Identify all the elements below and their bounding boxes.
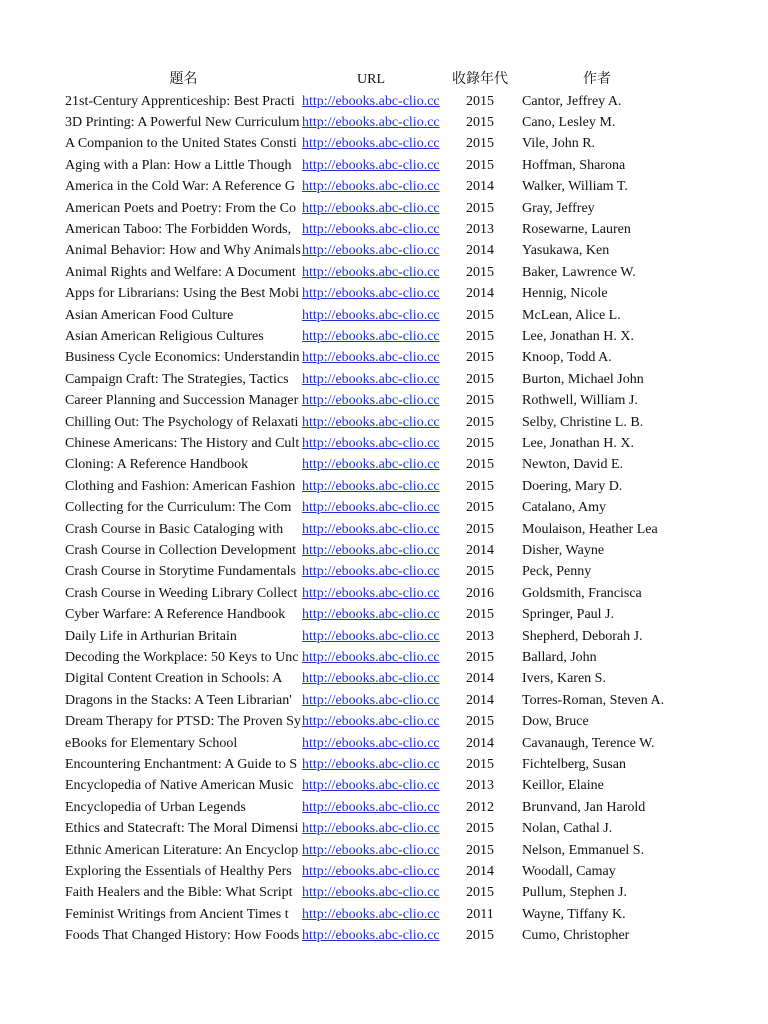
url-cell bbox=[302, 604, 440, 625]
book-title-cell: Daily Life in Arthurian Britain bbox=[65, 628, 237, 644]
url-cell bbox=[302, 433, 440, 454]
book-title-cell: eBooks for Elementary School bbox=[65, 735, 238, 751]
table-row bbox=[0, 240, 768, 261]
table-row bbox=[0, 904, 768, 925]
book-title-cell: Encyclopedia of Native American Music bbox=[65, 778, 294, 794]
header-title: 題名 bbox=[169, 72, 198, 87]
book-title-cell: Asian American Food Culture bbox=[65, 307, 234, 323]
year-cell: 2015 bbox=[466, 885, 494, 901]
author-cell: Peck, Penny bbox=[522, 564, 592, 580]
author-cell: Lee, Jonathan H. X. bbox=[522, 435, 634, 451]
ebook-link[interactable]: http://ebooks.abc-clio.cc bbox=[302, 778, 440, 794]
ebook-link[interactable]: http://ebooks.abc-clio.cc bbox=[302, 671, 440, 687]
url-cell bbox=[302, 219, 440, 240]
book-title-cell: 3D Printing: A Powerful New Curriculum bbox=[65, 114, 300, 130]
year-cell: 2014 bbox=[466, 863, 494, 879]
table-row bbox=[0, 647, 768, 668]
url-cell bbox=[302, 754, 440, 775]
url-cell bbox=[302, 519, 440, 540]
url-cell bbox=[302, 882, 440, 903]
table-row bbox=[0, 775, 768, 796]
url-cell bbox=[302, 540, 440, 561]
url-cell bbox=[302, 283, 440, 304]
ebook-link[interactable]: http://ebooks.abc-clio.cc bbox=[302, 607, 440, 623]
table-row bbox=[0, 262, 768, 283]
table-row bbox=[0, 326, 768, 347]
year-cell: 2015 bbox=[466, 136, 494, 152]
ebook-link[interactable]: http://ebooks.abc-clio.cc bbox=[302, 842, 440, 858]
url-cell bbox=[302, 305, 440, 326]
table-row bbox=[0, 626, 768, 647]
url-cell bbox=[302, 668, 440, 689]
author-cell: Nelson, Emmanuel S. bbox=[522, 842, 645, 858]
year-cell: 2014 bbox=[466, 692, 494, 708]
ebook-link[interactable]: http://ebooks.abc-clio.cc bbox=[302, 93, 440, 109]
ebook-link[interactable]: http://ebooks.abc-clio.cc bbox=[302, 114, 440, 130]
ebook-link[interactable]: http://ebooks.abc-clio.cc bbox=[302, 821, 440, 837]
year-cell: 2015 bbox=[466, 457, 494, 473]
table-row bbox=[0, 690, 768, 711]
author-cell: Yasukawa, Ken bbox=[522, 243, 610, 259]
author-cell: Cano, Lesley M. bbox=[522, 114, 616, 130]
url-cell bbox=[302, 775, 440, 796]
author-cell: Dow, Bruce bbox=[522, 714, 589, 730]
author-cell: Shepherd, Deborah J. bbox=[522, 628, 643, 644]
ebook-link[interactable]: http://ebooks.abc-clio.cc bbox=[302, 243, 440, 259]
author-cell: Ivers, Karen S. bbox=[522, 671, 606, 687]
ebook-link[interactable]: http://ebooks.abc-clio.cc bbox=[302, 521, 440, 537]
author-cell: Springer, Paul J. bbox=[522, 607, 614, 623]
ebook-link[interactable]: http://ebooks.abc-clio.cc bbox=[302, 863, 440, 879]
url-cell bbox=[302, 904, 440, 925]
book-title-cell: Chinese Americans: The History and Cult bbox=[65, 435, 300, 451]
table-row bbox=[0, 369, 768, 390]
book-title-cell: Dragons in the Stacks: A Teen Librarian' bbox=[65, 692, 292, 708]
table-row bbox=[0, 390, 768, 411]
table-row bbox=[0, 861, 768, 882]
year-cell: 2015 bbox=[466, 756, 494, 772]
ebook-link[interactable]: http://ebooks.abc-clio.cc bbox=[302, 906, 440, 922]
ebook-link[interactable]: http://ebooks.abc-clio.cc bbox=[302, 649, 440, 665]
book-title-cell: Feminist Writings from Ancient Times t bbox=[65, 906, 289, 922]
year-cell: 2013 bbox=[466, 221, 494, 237]
book-title-cell: Crash Course in Basic Cataloging with bbox=[65, 521, 284, 537]
book-title-cell: Apps for Librarians: Using the Best Mobi bbox=[65, 286, 300, 302]
author-cell: Newton, David E. bbox=[522, 457, 624, 473]
header-url: URL bbox=[357, 72, 385, 87]
author-cell: Cavanaugh, Terence W. bbox=[522, 735, 655, 751]
url-cell bbox=[302, 326, 440, 347]
book-title-cell: Encyclopedia of Urban Legends bbox=[65, 799, 246, 815]
author-cell: Catalano, Amy bbox=[522, 500, 606, 516]
author-cell: Gray, Jeffrey bbox=[522, 200, 595, 216]
book-title-cell: Campaign Craft: The Strategies, Tactics bbox=[65, 371, 289, 387]
table-row bbox=[0, 112, 768, 133]
author-cell: Fichtelberg, Susan bbox=[522, 756, 626, 772]
table-row bbox=[0, 476, 768, 497]
url-cell bbox=[302, 733, 440, 754]
ebook-link[interactable]: http://ebooks.abc-clio.cc bbox=[302, 414, 440, 430]
book-title-cell: Crash Course in Storytime Fundamentals bbox=[65, 564, 296, 580]
book-title-cell: Animal Behavior: How and Why Animals bbox=[65, 243, 301, 259]
table-row bbox=[0, 519, 768, 540]
url-cell bbox=[302, 155, 440, 176]
table-row bbox=[0, 583, 768, 604]
year-cell: 2015 bbox=[466, 649, 494, 665]
author-cell: Disher, Wayne bbox=[522, 542, 605, 558]
author-cell: Nolan, Cathal J. bbox=[522, 821, 613, 837]
url-cell bbox=[302, 198, 440, 219]
author-cell: Hoffman, Sharona bbox=[522, 157, 626, 173]
ebook-link[interactable]: http://ebooks.abc-clio.cc bbox=[302, 393, 440, 409]
table-row bbox=[0, 604, 768, 625]
year-cell: 2015 bbox=[466, 928, 494, 944]
ebook-link[interactable]: http://ebooks.abc-clio.cc bbox=[302, 350, 440, 366]
author-cell: Cumo, Christopher bbox=[522, 928, 630, 944]
url-cell bbox=[302, 112, 440, 133]
url-cell bbox=[302, 412, 440, 433]
url-cell bbox=[302, 369, 440, 390]
url-cell bbox=[302, 262, 440, 283]
table-row bbox=[0, 412, 768, 433]
ebook-link[interactable]: http://ebooks.abc-clio.cc bbox=[302, 179, 440, 195]
year-cell: 2015 bbox=[466, 200, 494, 216]
year-cell: 2015 bbox=[466, 500, 494, 516]
ebook-link[interactable]: http://ebooks.abc-clio.cc bbox=[302, 136, 440, 152]
table-row bbox=[0, 754, 768, 775]
year-cell: 2015 bbox=[466, 264, 494, 280]
table-row bbox=[0, 497, 768, 518]
book-title-cell: Crash Course in Weeding Library Collect bbox=[65, 585, 298, 601]
ebook-link[interactable]: http://ebooks.abc-clio.cc bbox=[302, 478, 440, 494]
url-cell bbox=[302, 840, 440, 861]
table-row bbox=[0, 198, 768, 219]
url-cell bbox=[302, 91, 440, 112]
url-cell bbox=[302, 925, 440, 946]
table-row bbox=[0, 155, 768, 176]
author-cell: Burton, Michael John bbox=[522, 371, 644, 387]
table-row bbox=[0, 733, 768, 754]
ebook-link[interactable]: http://ebooks.abc-clio.cc bbox=[302, 928, 440, 944]
year-cell: 2015 bbox=[466, 414, 494, 430]
year-cell: 2015 bbox=[466, 114, 494, 130]
table-row bbox=[0, 840, 768, 861]
author-cell: Torres-Roman, Steven A. bbox=[522, 692, 665, 708]
ebook-link[interactable]: http://ebooks.abc-clio.cc bbox=[302, 692, 440, 708]
year-cell: 2014 bbox=[466, 671, 494, 687]
url-cell bbox=[302, 818, 440, 839]
book-title-cell: Chilling Out: The Psychology of Relaxati bbox=[65, 414, 299, 430]
table-row bbox=[0, 668, 768, 689]
url-cell bbox=[302, 583, 440, 604]
book-title-cell: Dream Therapy for PTSD: The Proven Sy bbox=[65, 714, 301, 730]
year-cell: 2011 bbox=[466, 906, 494, 922]
book-title-cell: Aging with a Plan: How a Little Though bbox=[65, 157, 292, 173]
book-title-cell: 21st-Century Apprenticeship: Best Practi bbox=[65, 93, 295, 109]
year-cell: 2015 bbox=[466, 521, 494, 537]
year-cell: 2014 bbox=[466, 735, 494, 751]
table-row bbox=[0, 283, 768, 304]
ebook-link[interactable]: http://ebooks.abc-clio.cc bbox=[302, 735, 440, 751]
year-cell: 2014 bbox=[466, 542, 494, 558]
table-row bbox=[0, 219, 768, 240]
table-row bbox=[0, 818, 768, 839]
book-title-cell: American Taboo: The Forbidden Words, bbox=[65, 221, 292, 237]
author-cell: Goldsmith, Francisca bbox=[522, 585, 642, 601]
year-cell: 2015 bbox=[466, 371, 494, 387]
header-row bbox=[0, 69, 768, 90]
url-cell bbox=[302, 647, 440, 668]
url-cell bbox=[302, 390, 440, 411]
year-cell: 2015 bbox=[466, 821, 494, 837]
book-title-cell: Cyber Warfare: A Reference Handbook bbox=[65, 607, 286, 623]
author-cell: Selby, Christine L. B. bbox=[522, 414, 644, 430]
ebook-link[interactable]: http://ebooks.abc-clio.cc bbox=[302, 564, 440, 580]
ebook-link[interactable]: http://ebooks.abc-clio.cc bbox=[302, 157, 440, 173]
book-title-cell: A Companion to the United States Consti bbox=[65, 136, 297, 152]
author-cell: Vile, John R. bbox=[522, 136, 596, 152]
table-row bbox=[0, 561, 768, 582]
year-cell: 2015 bbox=[466, 157, 494, 173]
year-cell: 2015 bbox=[466, 607, 494, 623]
url-cell bbox=[302, 797, 440, 818]
book-title-cell: Ethics and Statecraft: The Moral Dimensi bbox=[65, 821, 299, 837]
author-cell: Walker, William T. bbox=[522, 179, 628, 195]
ebook-link[interactable]: http://ebooks.abc-clio.cc bbox=[302, 500, 440, 516]
year-cell: 2015 bbox=[466, 714, 494, 730]
table-row bbox=[0, 347, 768, 368]
author-cell: Wayne, Tiffany K. bbox=[522, 906, 626, 922]
ebook-link[interactable]: http://ebooks.abc-clio.cc bbox=[302, 585, 440, 601]
table-row bbox=[0, 925, 768, 946]
author-cell: Lee, Jonathan H. X. bbox=[522, 328, 634, 344]
url-cell bbox=[302, 626, 440, 647]
header-author: 作者 bbox=[583, 72, 611, 87]
book-title-cell: Exploring the Essentials of Healthy Pers bbox=[65, 863, 292, 879]
book-title-cell: Decoding the Workplace: 50 Keys to Unc bbox=[65, 649, 299, 665]
url-cell bbox=[302, 240, 440, 261]
year-cell: 2015 bbox=[466, 842, 494, 858]
table-row bbox=[0, 305, 768, 326]
table-row bbox=[0, 133, 768, 154]
year-cell: 2013 bbox=[466, 778, 494, 794]
year-cell: 2014 bbox=[466, 179, 494, 195]
book-title-cell: Ethnic American Literature: An Encyclop bbox=[65, 842, 299, 858]
book-title-cell: Crash Course in Collection Development bbox=[65, 542, 296, 558]
book-title-cell: Animal Rights and Welfare: A Document bbox=[65, 264, 296, 280]
year-cell: 2015 bbox=[466, 350, 494, 366]
ebook-link[interactable]: http://ebooks.abc-clio.cc bbox=[302, 756, 440, 772]
author-cell: Pullum, Stephen J. bbox=[522, 885, 628, 901]
book-title-cell: Cloning: A Reference Handbook bbox=[65, 457, 249, 473]
url-cell bbox=[302, 497, 440, 518]
year-cell: 2015 bbox=[466, 435, 494, 451]
year-cell: 2016 bbox=[466, 585, 494, 601]
year-cell: 2015 bbox=[466, 307, 494, 323]
year-cell: 2012 bbox=[466, 799, 494, 815]
year-cell: 2014 bbox=[466, 243, 494, 259]
url-cell bbox=[302, 176, 440, 197]
book-title-cell: Clothing and Fashion: American Fashion bbox=[65, 478, 296, 494]
url-cell bbox=[302, 347, 440, 368]
book-title-cell: Collecting for the Curriculum: The Com bbox=[65, 500, 292, 516]
ebook-link[interactable]: http://ebooks.abc-clio.cc bbox=[302, 457, 440, 473]
author-cell: McLean, Alice L. bbox=[522, 307, 621, 323]
header-year: 收錄年代 bbox=[452, 72, 508, 87]
author-cell: Woodall, Camay bbox=[522, 863, 616, 879]
ebook-link[interactable]: http://ebooks.abc-clio.cc bbox=[302, 435, 440, 451]
ebook-link[interactable]: http://ebooks.abc-clio.cc bbox=[302, 799, 440, 815]
ebook-link[interactable]: http://ebooks.abc-clio.cc bbox=[302, 264, 440, 280]
book-title-cell: Faith Healers and the Bible: What Script bbox=[65, 885, 293, 901]
url-cell bbox=[302, 711, 440, 732]
year-cell: 2015 bbox=[466, 328, 494, 344]
book-title-cell: American Poets and Poetry: From the Co bbox=[65, 200, 296, 216]
book-title-cell: Encountering Enchantment: A Guide to S bbox=[65, 756, 298, 772]
ebook-link[interactable]: http://ebooks.abc-clio.cc bbox=[302, 628, 440, 644]
author-cell: Hennig, Nicole bbox=[522, 286, 608, 302]
ebook-link[interactable]: http://ebooks.abc-clio.cc bbox=[302, 371, 440, 387]
table-row bbox=[0, 711, 768, 732]
year-cell: 2013 bbox=[466, 628, 494, 644]
table-row bbox=[0, 433, 768, 454]
author-cell: Rothwell, William J. bbox=[522, 393, 638, 409]
table-row bbox=[0, 540, 768, 561]
author-cell: Keillor, Elaine bbox=[522, 778, 604, 794]
book-title-cell: America in the Cold War: A Reference G bbox=[65, 179, 295, 195]
year-cell: 2015 bbox=[466, 393, 494, 409]
book-title-cell: Digital Content Creation in Schools: A bbox=[65, 671, 283, 687]
book-title-cell: Career Planning and Succession Manager bbox=[65, 393, 299, 409]
url-cell bbox=[302, 561, 440, 582]
book-title-cell: Foods That Changed History: How Foods bbox=[65, 928, 300, 944]
year-cell: 2015 bbox=[466, 478, 494, 494]
book-title-cell: Asian American Religious Cultures bbox=[65, 328, 264, 344]
author-cell: Baker, Lawrence W. bbox=[522, 264, 636, 280]
book-title-cell: Business Cycle Economics: Understandin bbox=[65, 350, 300, 366]
url-cell bbox=[302, 690, 440, 711]
table-row bbox=[0, 91, 768, 112]
url-cell bbox=[302, 133, 440, 154]
ebook-link[interactable]: http://ebooks.abc-clio.cc bbox=[302, 221, 440, 237]
ebook-link[interactable]: http://ebooks.abc-clio.cc bbox=[302, 307, 440, 323]
table-row bbox=[0, 176, 768, 197]
ebook-link[interactable]: http://ebooks.abc-clio.cc bbox=[302, 885, 440, 901]
year-cell: 2014 bbox=[466, 286, 494, 302]
author-cell: Doering, Mary D. bbox=[522, 478, 623, 494]
author-cell: Knoop, Todd A. bbox=[522, 350, 612, 366]
url-cell bbox=[302, 454, 440, 475]
url-cell bbox=[302, 476, 440, 497]
ebook-link[interactable]: http://ebooks.abc-clio.cc bbox=[302, 542, 440, 558]
ebook-link[interactable]: http://ebooks.abc-clio.cc bbox=[302, 328, 440, 344]
url-cell bbox=[302, 861, 440, 882]
ebook-link[interactable]: http://ebooks.abc-clio.cc bbox=[302, 714, 440, 730]
author-cell: Brunvand, Jan Harold bbox=[522, 799, 646, 815]
author-cell: Ballard, John bbox=[522, 649, 597, 665]
author-cell: Moulaison, Heather Lea bbox=[522, 521, 658, 537]
author-cell: Cantor, Jeffrey A. bbox=[522, 93, 622, 109]
table-row bbox=[0, 882, 768, 903]
table-row bbox=[0, 454, 768, 475]
author-cell: Rosewarne, Lauren bbox=[522, 221, 631, 237]
year-cell: 2015 bbox=[466, 93, 494, 109]
table-row bbox=[0, 797, 768, 818]
ebook-link[interactable]: http://ebooks.abc-clio.cc bbox=[302, 286, 440, 302]
ebook-link[interactable]: http://ebooks.abc-clio.cc bbox=[302, 200, 440, 216]
year-cell: 2015 bbox=[466, 564, 494, 580]
